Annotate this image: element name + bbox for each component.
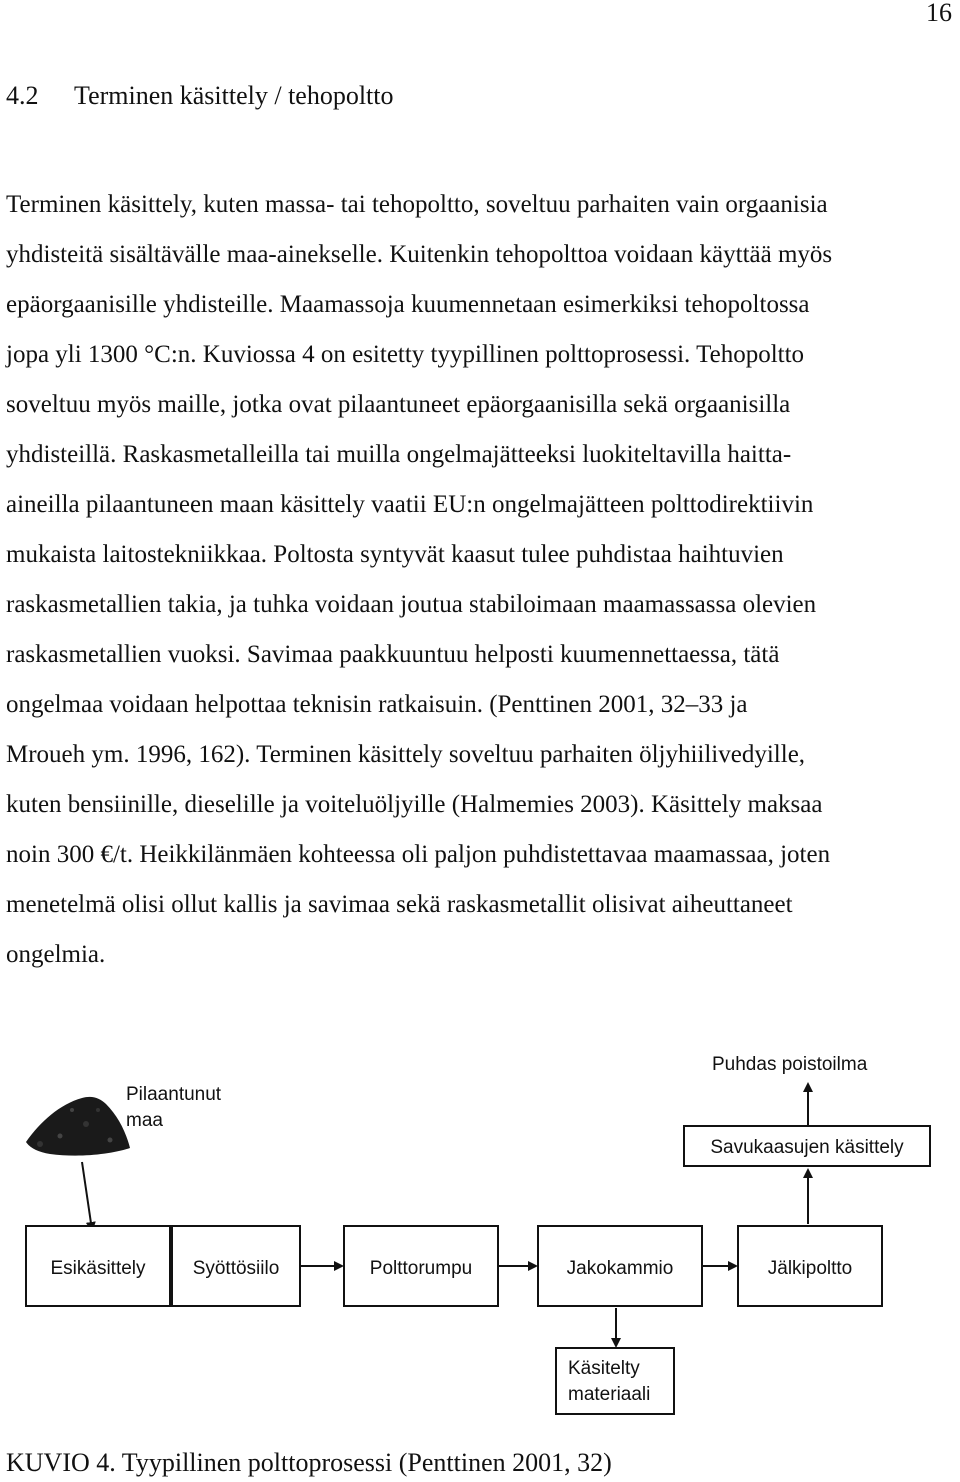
treated-label-line2: materiaali	[568, 1384, 651, 1405]
body-line: Terminen käsittely, kuten massa- tai tehopoltto, soveltuu parhaiten vain orgaanisia	[6, 191, 828, 218]
arrow-soil-to-pretreatment	[82, 1162, 92, 1230]
treated-label-line1: Käsitelty	[568, 1358, 640, 1379]
body-line: ongelmaa voidaan helpottaa teknisin ratkaisuin. (Penttinen 2001, 32–33 ja	[6, 691, 748, 718]
process-diagram	[0, 1040, 960, 1440]
process-label-combustion-drum: Polttorumpu	[369, 1258, 473, 1279]
section-heading	[6, 80, 394, 112]
body-line: Mroueh ym. 1996, 162). Terminen käsittely soveltuu parhaiten öljyhiilivedyille,	[6, 741, 806, 768]
body-line: jopa yli 1300 °C:n. Kuviossa 4 on esitetty tyypillinen polttoprosessi. Tehopoltto	[6, 341, 805, 368]
body-line: aineilla pilaantuneen maan käsittely vaatii EU:n ongelmajätteen polttodirektiivin	[6, 491, 814, 518]
body-line: raskasmetallien vuoksi. Savimaa paakkuuntuu helposti kuumennettaessa, tätä	[6, 641, 780, 668]
body-line: epäorgaanisille yhdisteille. Maamassoja kuumennetaan esimerkiksi tehopoltossa	[6, 291, 810, 318]
flue-gas-label: Savukaasujen käsittely	[710, 1137, 904, 1158]
section-number: 4.2	[6, 81, 39, 110]
body-line: yhdisteitä sisältävälle maa-ainekselle. Kuitenkin tehopolttoa voidaan käyttää myös	[6, 241, 833, 268]
soil-label-line2: maa	[126, 1110, 163, 1131]
body-line: mukaista laitostekniikkaa. Poltosta syntyvät kaasut tulee puhdistaa haihtuvien	[6, 541, 784, 568]
body-line: noin 300 €/t. Heikkilänmäen kohteessa oli paljon puhdistettavaa maamassaa, joten	[6, 841, 831, 868]
soil-pile-icon	[26, 1097, 130, 1156]
body-line: yhdisteillä. Raskasmetalleilla tai muilla ongelmajätteeksi luokiteltavilla haitta-	[6, 441, 792, 468]
body-paragraph	[6, 180, 960, 980]
process-label-pretreatment: Esikäsittely	[50, 1258, 146, 1279]
soil-label-line1: Pilaantunut	[126, 1084, 222, 1105]
section-title: Terminen käsittely / tehopoltto	[74, 81, 394, 110]
body-line: ongelmia.	[6, 941, 106, 968]
page-number: 16	[926, 0, 952, 27]
clean-output-label: Puhdas poistoilma	[712, 1054, 868, 1075]
process-label-feed-silo: Syöttösiilo	[192, 1258, 280, 1279]
process-label-afterburner: Jälkipoltto	[767, 1258, 853, 1279]
body-line: menetelmä olisi ollut kallis ja savimaa sekä raskasmetallit olisivat aiheuttaneet	[6, 891, 793, 918]
process-label-distribution-chamber: Jakokammio	[566, 1258, 674, 1279]
body-line: soveltuu myös maille, jotka ovat pilaantuneet epäorgaanisilla sekä orgaanisilla	[6, 391, 791, 418]
body-line: kuten bensiinille, dieselille ja voiteluöljyille (Halmemies 2003). Käsittely maksaa	[6, 791, 823, 818]
figure-caption: KUVIO 4. Tyypillinen polttoprosessi (Penttinen 2001, 32)	[6, 1448, 612, 1477]
body-line: raskasmetallien takia, ja tuhka voidaan joutua stabiloimaan maamassassa olevien	[6, 591, 817, 618]
